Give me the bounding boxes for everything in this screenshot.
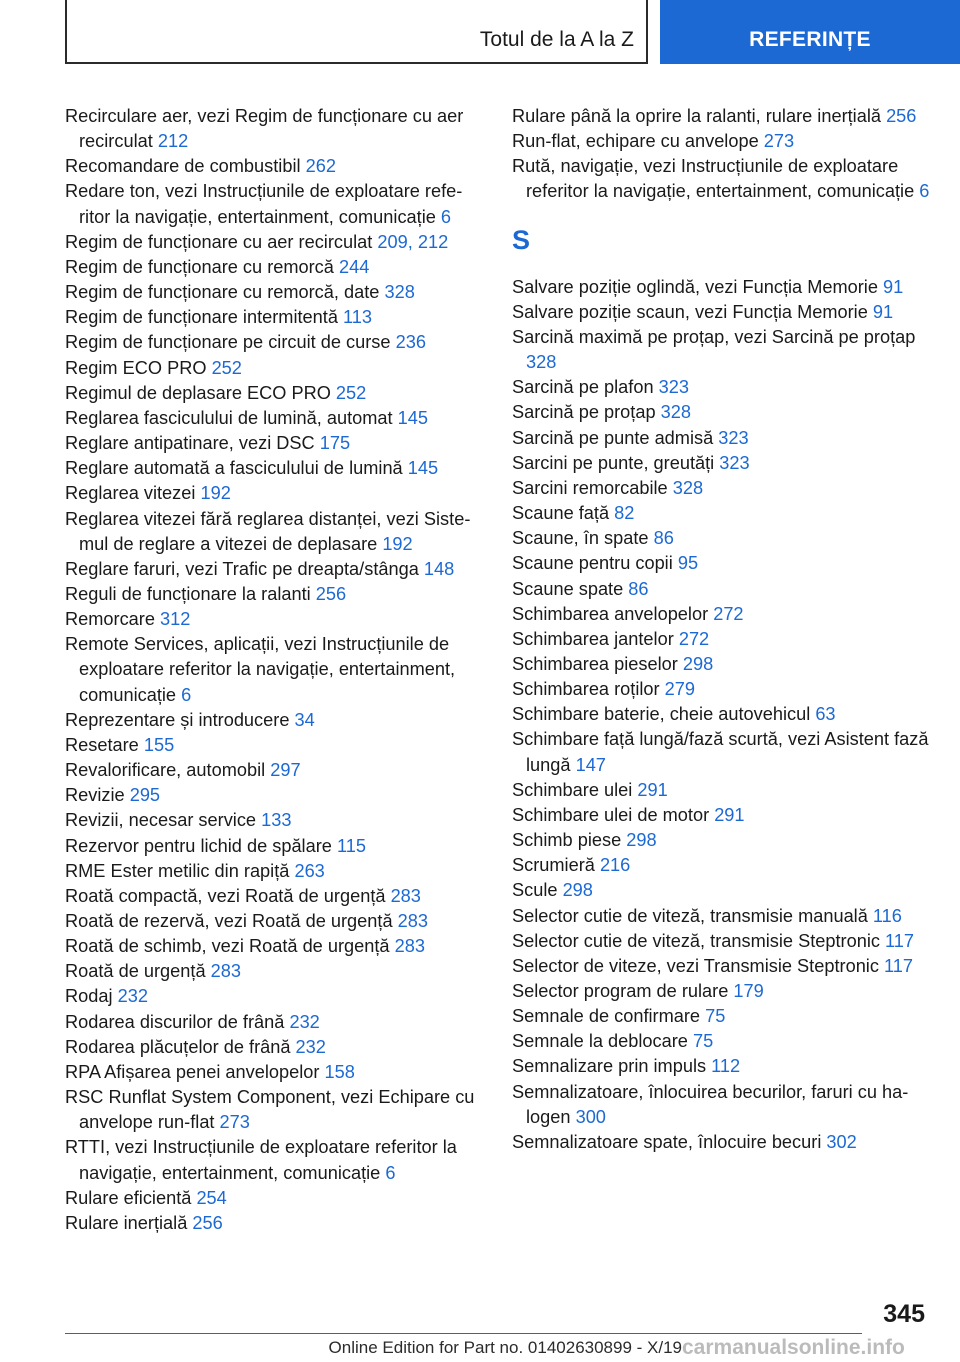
page-reference-link[interactable]: 254 [196, 1187, 227, 1208]
index-entry [65, 783, 483, 808]
index-term: Revizie [65, 785, 125, 806]
index-entry [65, 733, 483, 758]
page-reference-link[interactable]: 236 [395, 332, 426, 353]
index-term: Rodarea plăcuțelor de frână [65, 1036, 291, 1057]
index-term: Semnale de confirmare [512, 1006, 701, 1027]
page-reference-link[interactable]: 273 [219, 1112, 250, 1133]
index-term: Reglarea fasciculului de lumină, automat [65, 407, 393, 428]
index-entry [65, 356, 483, 381]
page-reference-link[interactable]: 86 [653, 528, 674, 549]
index-term: Rodarea discurilor de frână [65, 1011, 285, 1032]
index-entry [65, 179, 483, 229]
index-term: Scaune față [512, 503, 610, 524]
page-reference-link[interactable]: 75 [705, 1006, 726, 1027]
index-entry [512, 426, 930, 451]
page-reference-link[interactable]: 283 [394, 936, 425, 957]
index-term: Semnalizatoare spate, înlocuire becuri [512, 1131, 822, 1152]
page-reference-link[interactable]: 273 [763, 131, 795, 152]
index-entry [65, 1211, 483, 1236]
index-term: Sarcină pe punte admisă [512, 427, 714, 448]
page-reference-link[interactable]: 6 [181, 684, 192, 705]
page-reference-link[interactable]: 145 [397, 407, 428, 428]
page-reference-link[interactable]: 232 [295, 1036, 326, 1057]
index-term: Reglare automată a fasciculului de lumină [65, 458, 403, 479]
index-term: Schimbarea pieselor [512, 653, 678, 674]
page-reference-link[interactable]: 312 [160, 609, 191, 630]
index-entry [512, 929, 930, 954]
index-group-r [512, 104, 930, 205]
index-entry [65, 330, 483, 355]
page-reference-link[interactable]: 283 [210, 961, 241, 982]
index-entry [512, 325, 930, 375]
index-entry [512, 677, 930, 702]
index-entry [512, 375, 930, 400]
index-term: Salvare poziție oglindă, vezi Funcția Memorie [512, 276, 878, 297]
page-reference-link[interactable]: 155 [143, 734, 175, 755]
index-entry [512, 627, 930, 652]
section-tab [65, 0, 648, 64]
chapter-tab-label: REFERINȚE [749, 28, 871, 51]
index-term: RSC Runflat System Component, vezi Echipare cu anvelope run-flat [65, 1087, 475, 1133]
index-term: Semnale la deblocare [512, 1031, 688, 1052]
index-term: Rută, navigație, vezi Instrucțiunile de exploatare referitor la navigație, entertainment, comunicație [512, 156, 915, 202]
footer-divider [65, 1333, 862, 1334]
index-entry [65, 1060, 483, 1085]
section-letter: S [512, 224, 531, 255]
index-entry [65, 280, 483, 305]
index-entry [512, 1080, 930, 1130]
index-entry [65, 1186, 483, 1211]
index-entry [512, 904, 930, 929]
page-reference-link[interactable]: 6 [919, 181, 930, 202]
index-term: Regimul de deplasare ECO PRO [65, 382, 331, 403]
index-term: Roată de schimb, vezi Roată de urgență [65, 936, 390, 957]
page-reference-link[interactable]: 232 [117, 986, 148, 1007]
page-reference-link[interactable]: 133 [261, 810, 292, 831]
index-entry [512, 803, 930, 828]
page-reference-link[interactable]: 117 [885, 930, 915, 951]
index-term: RPA Afișarea penei anvelopelor [65, 1061, 320, 1082]
index-term: RME Ester metilic din rapiță [65, 860, 290, 881]
index-entry [65, 834, 483, 859]
index-term: Schimbarea roților [512, 679, 660, 700]
index-column-left [65, 104, 483, 1236]
index-entry [512, 476, 930, 501]
page-reference-link[interactable]: 263 [294, 860, 325, 881]
index-entry [512, 702, 930, 727]
chapter-tab [660, 0, 960, 64]
page-reference-link[interactable]: 283 [390, 885, 421, 906]
index-term: Selector cutie de viteză, transmisie Steptronic [512, 930, 880, 951]
index-entry [512, 577, 930, 602]
index-entry [65, 1010, 483, 1035]
index-term: Reguli de funcționare la ralanti [65, 583, 311, 604]
index-term: Rulare până la oprire la ralanti, rulare inerțială [512, 106, 881, 126]
footer-edition-text: Online Edition for Part no. 01402630899 - X/19 [328, 1338, 682, 1357]
index-term: Rulare inerțială [65, 1212, 188, 1233]
index-entry [512, 1004, 930, 1029]
page-reference-link[interactable]: 323 [658, 377, 689, 398]
index-entry [512, 778, 930, 803]
page-reference-link[interactable]: 209, 212 [377, 231, 449, 252]
page-reference-link[interactable]: 158 [324, 1061, 355, 1082]
index-term: Sarcini remorcabile [512, 477, 668, 498]
index-entry [65, 230, 483, 255]
index-term: Schimbarea anvelopelor [512, 603, 709, 624]
page-number: 345 [883, 1300, 925, 1328]
page-reference-link[interactable]: 300 [575, 1106, 606, 1127]
index-entry [65, 456, 483, 481]
index-term: Run-flat, echipare cu anvelope [512, 131, 759, 152]
page-reference-link[interactable]: 216 [599, 855, 631, 876]
index-term: Remote Services, aplicații, vezi Instrucțiunile de exploatare referitor la navigație, entertainment, comunicație [65, 634, 456, 705]
index-entry [65, 859, 483, 884]
page-reference-link[interactable]: 112 [711, 1056, 741, 1077]
page-reference-link[interactable]: 262 [305, 156, 336, 177]
page-reference-link[interactable]: 302 [826, 1131, 857, 1152]
index-term: Scaune pentru copii [512, 553, 673, 574]
page-reference-link[interactable]: 256 [886, 106, 917, 126]
watermark: carmanualsonline.info [682, 1336, 905, 1359]
index-entry [65, 406, 483, 431]
index-term: Sarcini pe punte, greutăți [512, 452, 715, 473]
page-reference-link[interactable]: 328 [672, 477, 704, 498]
index-entry [65, 305, 483, 330]
index-column-right [512, 104, 930, 1155]
index-term: Regim de funcționare pe circuit de curse [65, 332, 391, 353]
index-term: Scule [512, 880, 558, 901]
index-entry [65, 607, 483, 632]
page-reference-link[interactable]: 63 [815, 704, 836, 725]
page-reference-link[interactable]: 192 [200, 483, 231, 504]
page-reference-link[interactable]: 328 [660, 402, 691, 423]
index-entry [512, 954, 930, 979]
index-entry [512, 400, 930, 425]
index-term: Rodaj [65, 986, 113, 1007]
index-entry [65, 758, 483, 783]
index-term: Regim de funcționare intermitentă [65, 307, 338, 328]
page-reference-link[interactable]: 297 [270, 760, 301, 781]
page-reference-link[interactable]: 86 [628, 578, 649, 599]
page-reference-link[interactable]: 6 [385, 1162, 396, 1183]
index-term: Recirculare aer, vezi Regim de funcționare cu aer recirculat [65, 106, 464, 152]
index-entry [65, 255, 483, 280]
index-term: Recomandare de combustibil [65, 156, 301, 177]
page-reference-link[interactable]: 116 [872, 905, 902, 926]
page-reference-link[interactable]: 95 [677, 553, 699, 574]
page-reference-link[interactable]: 82 [614, 503, 635, 524]
index-entry [512, 727, 930, 777]
index-term: Rezervor pentru lichid de spălare [65, 835, 332, 856]
page-reference-link[interactable]: 252 [335, 382, 367, 403]
page-reference-link[interactable]: 298 [562, 880, 593, 901]
index-entry [65, 507, 483, 557]
page-reference-link[interactable]: 91 [872, 301, 894, 322]
index-term: Selector program de rulare [512, 981, 729, 1001]
page-reference-link[interactable]: 113 [343, 307, 373, 328]
index-entry [65, 1035, 483, 1060]
page-reference-link[interactable]: 272 [678, 628, 710, 649]
page-reference-link[interactable]: 272 [713, 603, 744, 624]
page-reference-link[interactable]: 295 [129, 785, 161, 806]
index-term: Selector de viteze, vezi Transmisie Steptronic [512, 955, 879, 976]
index-entry [512, 1054, 930, 1079]
page-reference-link[interactable]: 291 [714, 804, 745, 825]
page-reference-link[interactable]: 75 [693, 1031, 714, 1052]
page-reference-link[interactable]: 256 [315, 583, 347, 604]
index-term: Scaune, în spate [512, 528, 649, 549]
index-term: Schimbare ulei [512, 779, 633, 800]
index-entry [65, 959, 483, 984]
page-reference-link[interactable]: 279 [664, 679, 695, 700]
page-reference-link[interactable]: 283 [397, 911, 428, 931]
page-reference-link[interactable]: 323 [718, 427, 749, 448]
index-entry [65, 1085, 483, 1135]
page-reference-link[interactable]: 298 [682, 653, 714, 674]
page-reference-link[interactable]: 232 [289, 1011, 320, 1032]
index-entry [65, 884, 483, 909]
index-term: Rulare eficientă [65, 1187, 192, 1208]
index-term: Semnalizare prin impuls [512, 1056, 707, 1077]
page-reference-link[interactable]: 179 [733, 981, 764, 1001]
index-term: Revizii, necesar service [65, 810, 257, 831]
page-reference-link[interactable]: 244 [338, 256, 370, 277]
page-reference-link[interactable]: 147 [575, 754, 606, 775]
index-entry [512, 526, 930, 551]
index-term: Regim de funcționare cu aer recirculat [65, 231, 373, 252]
index-term: Reglare antipatinare, vezi DSC [65, 433, 315, 454]
index-entry [512, 878, 930, 903]
index-entry [65, 909, 483, 934]
index-entry [512, 602, 930, 627]
index-term: Reglarea vitezei fără reglarea distanței, vezi Sistemul de reglare a vitezei de deplasare [65, 508, 471, 554]
index-entry [65, 1135, 483, 1185]
index-term: Schimb piese [512, 830, 622, 851]
index-term: Regim de funcționare cu remorcă [65, 256, 334, 277]
index-entry [512, 979, 930, 1004]
page-reference-link[interactable]: 6 [440, 206, 452, 227]
index-entry [65, 381, 483, 406]
page-reference-link[interactable]: 328 [526, 352, 557, 373]
index-entry [512, 154, 930, 204]
page-reference-link[interactable]: 212 [157, 131, 189, 152]
page-reference-link[interactable]: 298 [626, 830, 657, 851]
index-entry [512, 129, 930, 154]
index-entry [65, 431, 483, 456]
page-reference-link[interactable]: 175 [319, 433, 351, 454]
index-term: Regim ECO PRO [65, 357, 207, 378]
index-term: RTTI, vezi Instrucțiunile de exploatare referitor la navigație, entertainment, comunicație [65, 1137, 457, 1183]
index-term: Schimbare ulei de motor [512, 804, 710, 825]
index-term: Redare ton, vezi Instrucțiunile de exploatare referitor la navigație, entertainment, comunicație [65, 181, 463, 227]
index-term: Sarcină pe plafon [512, 377, 654, 398]
index-term: Reglare faruri, vezi Trafic pe dreapta/stânga [65, 558, 419, 579]
index-entry [65, 154, 483, 179]
index-entry [512, 1130, 930, 1155]
index-term: Resetare [65, 734, 139, 755]
index-term: Reprezentare și introducere [65, 709, 290, 730]
index-term: Roată compactă, vezi Roată de urgență [65, 885, 386, 906]
index-term: Revalorificare, automobil [65, 760, 266, 781]
page-reference-link[interactable]: 117 [884, 955, 913, 976]
page-reference-link[interactable]: 145 [407, 458, 439, 479]
index-group-s [512, 275, 930, 1155]
page-reference-link[interactable]: 291 [637, 779, 668, 800]
index-entry [65, 557, 483, 582]
index-term: Roată de rezervă, vezi Roată de urgență [65, 911, 393, 931]
index-term: Sarcină pe proțap [512, 402, 656, 423]
index-entry [512, 104, 930, 129]
index-entry [512, 275, 930, 300]
page-reference-link[interactable]: 192 [382, 533, 413, 554]
index-entry [512, 451, 930, 476]
index-entry [512, 1029, 930, 1054]
page-reference-link[interactable]: 91 [883, 276, 904, 297]
index-entry [65, 808, 483, 833]
index-term: Scrumieră [512, 855, 595, 876]
index-entry [512, 300, 930, 325]
page-reference-link[interactable]: 115 [336, 835, 366, 856]
index-entry [65, 708, 483, 733]
index-entry [512, 551, 930, 576]
page-reference-link[interactable]: 252 [211, 357, 242, 378]
index-term: Selector cutie de viteză, transmisie manuală [512, 905, 868, 926]
index-entry [512, 501, 930, 526]
page-reference-link[interactable]: 34 [294, 709, 315, 730]
index-term: Schimbare față lungă/fază scurtă, vezi Asistent fază lungă [512, 729, 929, 775]
page-reference-link[interactable]: 328 [384, 282, 415, 303]
index-entry [65, 104, 483, 154]
index-term: Remorcare [65, 609, 155, 630]
index-term: Roată de urgență [65, 961, 206, 982]
page-reference-link[interactable]: 148 [423, 558, 455, 579]
page-reference-link[interactable]: 323 [719, 452, 750, 473]
index-term: Semnalizatoare, înlocuirea becurilor, faruri cu halogen [512, 1081, 909, 1127]
index-entry [65, 481, 483, 506]
index-term: Reglarea vitezei [65, 483, 196, 504]
page-reference-link[interactable]: 256 [192, 1212, 223, 1233]
index-entry [65, 632, 483, 707]
index-term: Schimbarea jantelor [512, 628, 674, 649]
index-term: Sarcină maximă pe proțap, vezi Sarcină pe proțap [512, 326, 916, 347]
index-term: Salvare poziție scaun, vezi Funcția Memorie [512, 301, 868, 322]
index-term: Schimbare baterie, cheie autovehicul [512, 704, 811, 725]
index-entry [65, 984, 483, 1009]
index-entry [65, 582, 483, 607]
index-term: Regim de funcționare cu remorcă, date [65, 282, 380, 303]
index-entry [512, 828, 930, 853]
index-term: Scaune spate [512, 578, 624, 599]
index-entry [512, 652, 930, 677]
section-tab-label: Totul de la A la Z [479, 28, 634, 51]
index-entry [65, 934, 483, 959]
index-entry [512, 853, 930, 878]
